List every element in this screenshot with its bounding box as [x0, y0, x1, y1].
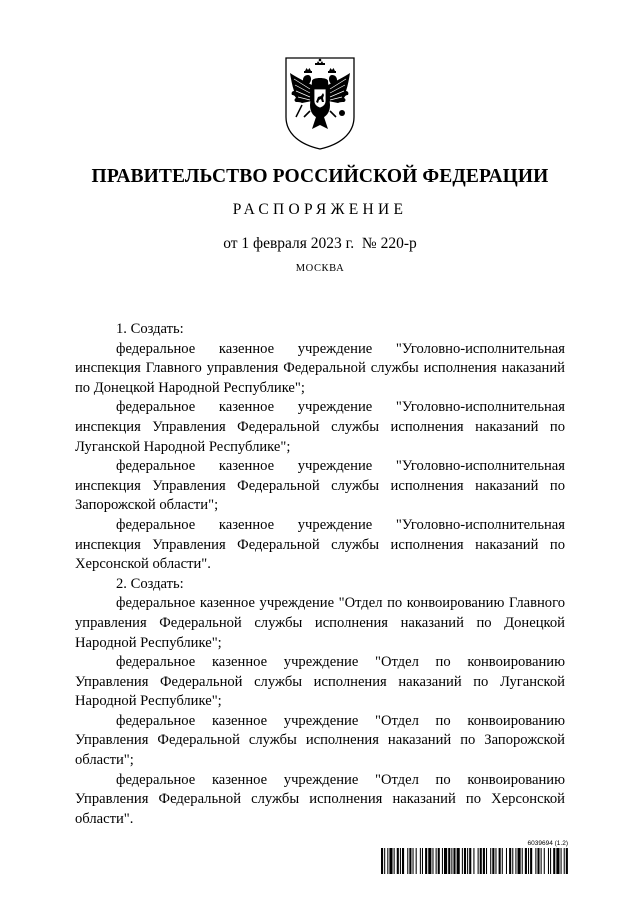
document-body [75, 320, 565, 829]
paragraph: федеральное казенное учреждение "Уголовно-исполнительная инспекция Главного управления Федеральной службы исполнения наказаний по Донецкой Народной Республике"; [75, 340, 565, 396]
government-title: ПРАВИТЕЛЬСТВО РОССИЙСКОЙ ФЕДЕРАЦИИ [91, 166, 549, 187]
paragraph-item-2: 2. Создать: [116, 575, 184, 592]
document-city: МОСКВА [295, 263, 345, 274]
paragraph: федеральное казенное учреждение "Уголовно-исполнительная инспекция Управления Федеральной службы исполнения наказаний по Херсонской области". [75, 516, 565, 573]
document-number: № 220-р [361, 235, 417, 252]
paragraph: федеральное казенное учреждение "Отдел по конвоированию Управления Федеральной службы исполнения наказаний по Запорожской области"; [75, 712, 565, 769]
paragraph: федеральное казенное учреждение "Отдел по конвоированию Управления Федеральной службы исполнения наказаний по Луганской Народной Республике"; [75, 654, 565, 710]
paragraph: федеральное казенное учреждение "Отдел по конвоированию Главного управления Федеральной службы исполнения наказаний по Донецкой Народной Республике"; [75, 595, 565, 651]
paragraph: федеральное казенное учреждение "Уголовно-исполнительная инспекция Управления Федеральной службы исполнения наказаний по Луганской Народной Республике"; [75, 399, 565, 455]
coat-of-arms-emblem [282, 55, 358, 151]
document-serial-number: 6039694 (1.2) [527, 840, 568, 847]
document-date-line [0, 235, 640, 253]
barcode [381, 848, 568, 874]
document-date: от 1 февраля 2023 г. [223, 235, 355, 252]
document-type: РАСПОРЯЖЕНИЕ [232, 201, 408, 218]
paragraph: федеральное казенное учреждение "Уголовно-исполнительная инспекция Управления Федеральной службы исполнения наказаний по Запорожской области"; [75, 458, 565, 514]
paragraph-item-1: 1. Создать: [116, 321, 184, 337]
paragraph: федеральное казенное учреждение "Отдел по конвоированию Управления Федеральной службы исполнения наказаний по Херсонской области". [75, 771, 565, 827]
